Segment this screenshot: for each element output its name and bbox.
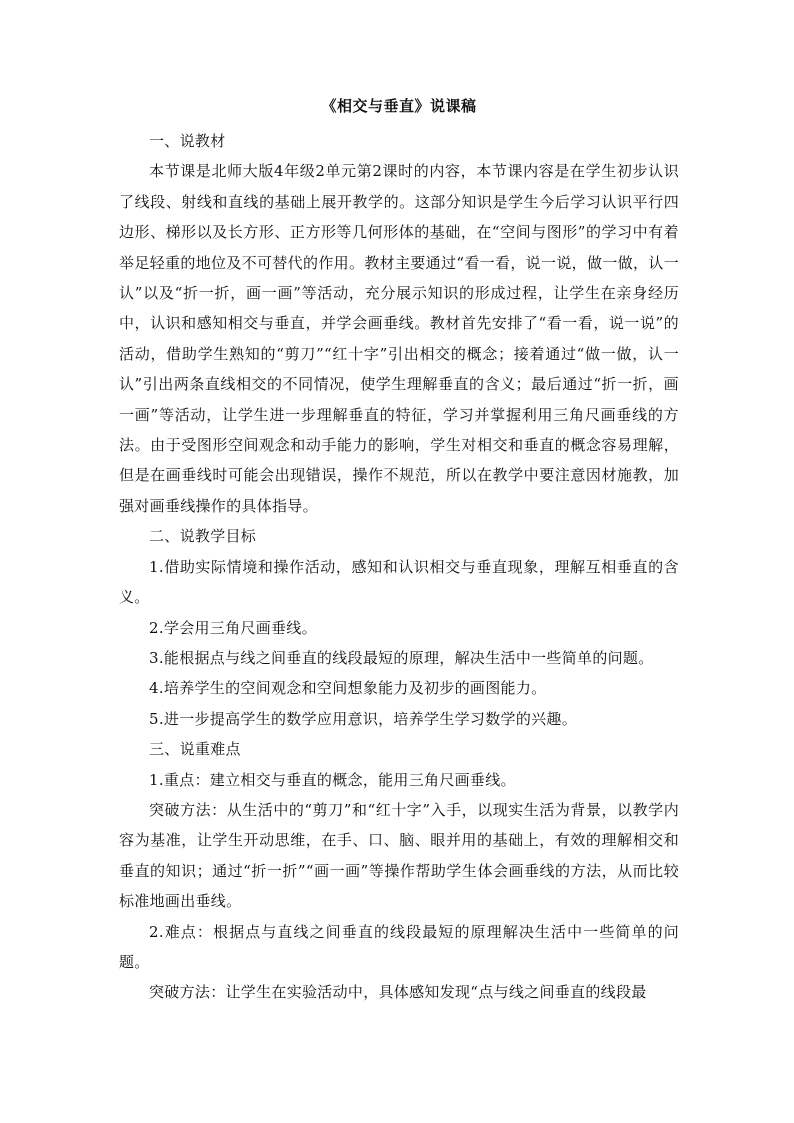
section-heading-textbook: 一、说教材	[149, 132, 226, 150]
key-point-2: 2.难点：根据点与直线之间垂直的线段最短的原理解决生活中一些简单的问题。	[119, 922, 679, 971]
section-heading-goals: 二、说教学目标	[149, 527, 257, 546]
goal-item-5: 5.进一步提高学生的数学应用意识，培养学生学习数学的兴趣。	[149, 709, 578, 728]
document-body	[119, 94, 679, 1008]
goal-item-1: 1.借助实际情境和操作活动，感知和认识相交与垂直现象，理解互相垂直的含义。	[119, 557, 679, 607]
goal-item-4: 4.培养学生的空间观念和空间想象能力及初步的画图能力。	[149, 679, 547, 698]
document-title: 《相交与垂直》说课稿	[321, 97, 477, 115]
goal-item-3: 3.能根据点与线之间垂直的线段最短的原理，解决生活中一些简单的问题。	[149, 648, 654, 667]
key-point-1-method: 突破方法：从生活中的“剪刀”和“红十字”入手，以现实生活为背景，以教学内容为基准，让学生开动思维，在手、口、脑、眼并用的基础上，有效的理解相交和垂直的知识；通过“折一折”“画一画”等操作帮助学生体会画垂线的方法，从而比较标准地画出垂线。	[119, 800, 679, 911]
section-heading-key-points: 三、说重难点	[149, 740, 241, 759]
key-point-1: 1.重点：建立相交与垂直的概念，能用三角尺画垂线。	[149, 770, 516, 789]
paragraph-textbook-intro: 本节课是北师大版4年级2单元第2课时的内容，本节课内容是在学生初步认识了线段、射线和直线的基础上展开教学的。这部分知识是学生今后学习认识平行四边形、梯形以及长方形、正方形等几何形体的基础，在“空间与图形”的学习中有着举足轻重的地位及不可替代的作用。教材主要通过“看一看，说一说，做一做，认一认”以及“折一折，画一画”等活动，充分展示知识的形成过程，让学生在亲身经历中，认识和感知相交与垂直，并学会画垂线。教材首先安排了“看一看，说一说”的活动，借助学生熟知的“剪刀”“红十字”引出相交的概念；接着通过“做一做，认一认”引出两条直线相交的不同情况，使学生理解垂直的含义；最后通过“折一折，画一画”等活动，让学生进一步理解垂直的特征，学习并掌握利用三角尺画垂线的方法。由于受图形空间观念和动手能力的影响，学生对相交和垂直的概念容易理解，但是在画垂线时可能会出现错误，操作不规范，所以在教学中要注意因材施教，加强对画垂线操作的具体指导。	[119, 162, 679, 515]
goal-item-2: 2.学会用三角尺画垂线。	[149, 618, 317, 637]
key-point-2-method: 突破方法：让学生在实验活动中，具体感知发现“点与线之间垂直的线段最	[149, 983, 647, 1002]
